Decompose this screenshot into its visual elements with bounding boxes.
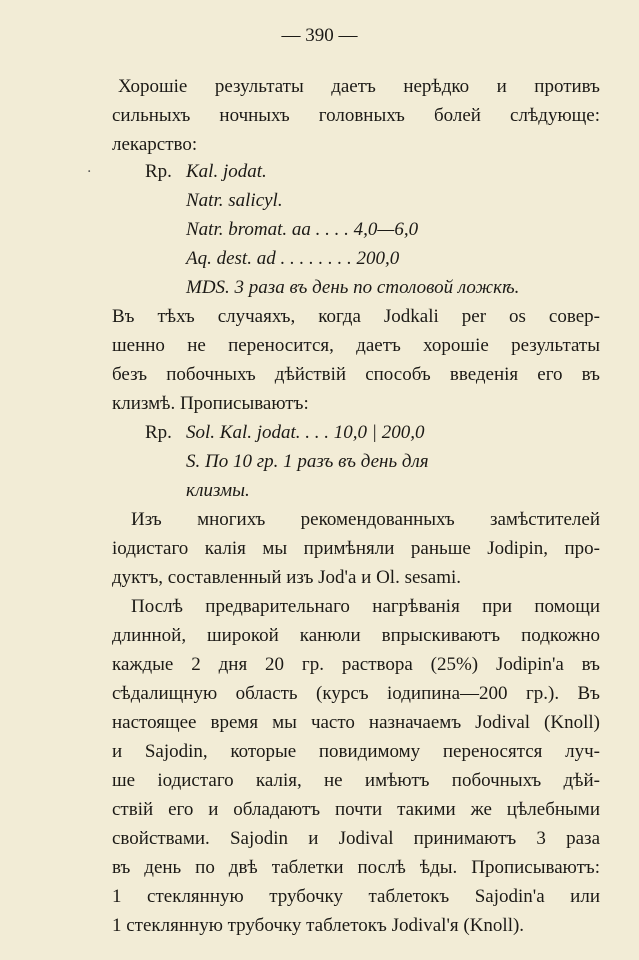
rx-ingredient: Sol. Kal. jodat. . . . 10,0 | 200,0 <box>186 422 425 443</box>
paragraph-line: Изъ многихъ рекомендованныхъ замѣстителей <box>131 509 600 530</box>
paragraph-line: шенно не переносится, даетъ хорошіе результаты <box>112 335 600 356</box>
paragraph-line: свойствами. Sajodin и Jodival принимаютъ 3 раза <box>112 828 600 849</box>
rx-signa: S. По 10 гр. 1 разъ въ день для <box>186 451 429 472</box>
paragraph-line: 1 стеклянную трубочку таблетокъ Sajodin'a или <box>112 886 600 907</box>
paragraph-line: іодистаго калія мы примѣняли раньше Jodipin, про- <box>112 538 600 559</box>
paragraph-line: Хорошіе результаты даетъ нерѣдко и противъ <box>118 76 600 97</box>
paragraph-line: длинной, широкой канюли впрыскиваютъ подкожно <box>112 625 600 646</box>
rx-label: Rp. <box>145 161 172 182</box>
paragraph-line: сильныхъ ночныхъ головныхъ болей слѣдующе: <box>112 105 600 126</box>
paragraph-line: лекарство: <box>112 134 198 155</box>
rx-signa: MDS. 3 раза въ день по столовой ложкѣ. <box>186 277 520 298</box>
paragraph-line: въ день по двѣ таблетки послѣ ѣды. Прописываютъ: <box>112 857 600 878</box>
paragraph-line: дуктъ, составленный изъ Jod'a и Ol. sesami. <box>112 567 462 588</box>
paragraph-line: 1 стеклянную трубочку таблетокъ Jodival'я (Knoll). <box>112 915 525 936</box>
rx-signa: клизмы. <box>186 480 250 501</box>
paragraph-line: и Sajodin, которые повидимому переносятся луч- <box>112 741 600 762</box>
rx-ingredient: Kal. jodat. <box>186 161 267 182</box>
paragraph-line: каждые 2 дня 20 гр. раствора (25%) Jodipin'a въ <box>112 654 600 675</box>
page-number: — 390 — <box>281 25 358 46</box>
paragraph-line: Послѣ предварительнаго нагрѣванія при помощи <box>131 596 600 617</box>
margin-dot: · <box>87 164 92 180</box>
rx-ingredient: Natr. bromat. aa . . . . 4,0—6,0 <box>186 219 419 240</box>
paragraph-line: клизмѣ. Прописываютъ: <box>112 393 309 414</box>
rx-ingredient: Natr. salicyl. <box>186 190 283 211</box>
paragraph-line: ше іодистаго калія, не имѣютъ побочныхъ дѣй- <box>112 770 600 791</box>
paragraph-line: Въ тѣхъ случаяхъ, когда Jodkali per os совер- <box>112 306 600 327</box>
paragraph-line: безъ побочныхъ дѣйствій способъ введенія его въ <box>112 364 600 385</box>
rx-ingredient: Aq. dest. ad . . . . . . . . 200,0 <box>186 248 400 269</box>
paragraph-line: сѣдалищную область (курсъ іодипина—200 гр.). Въ <box>112 683 600 704</box>
paragraph-line: ствій его и обладаютъ почти такими же цѣлебными <box>112 799 600 820</box>
paragraph-line: настоящее время мы часто назначаемъ Jodival (Knoll) <box>112 712 600 733</box>
rx-label: Rp. <box>145 422 172 443</box>
